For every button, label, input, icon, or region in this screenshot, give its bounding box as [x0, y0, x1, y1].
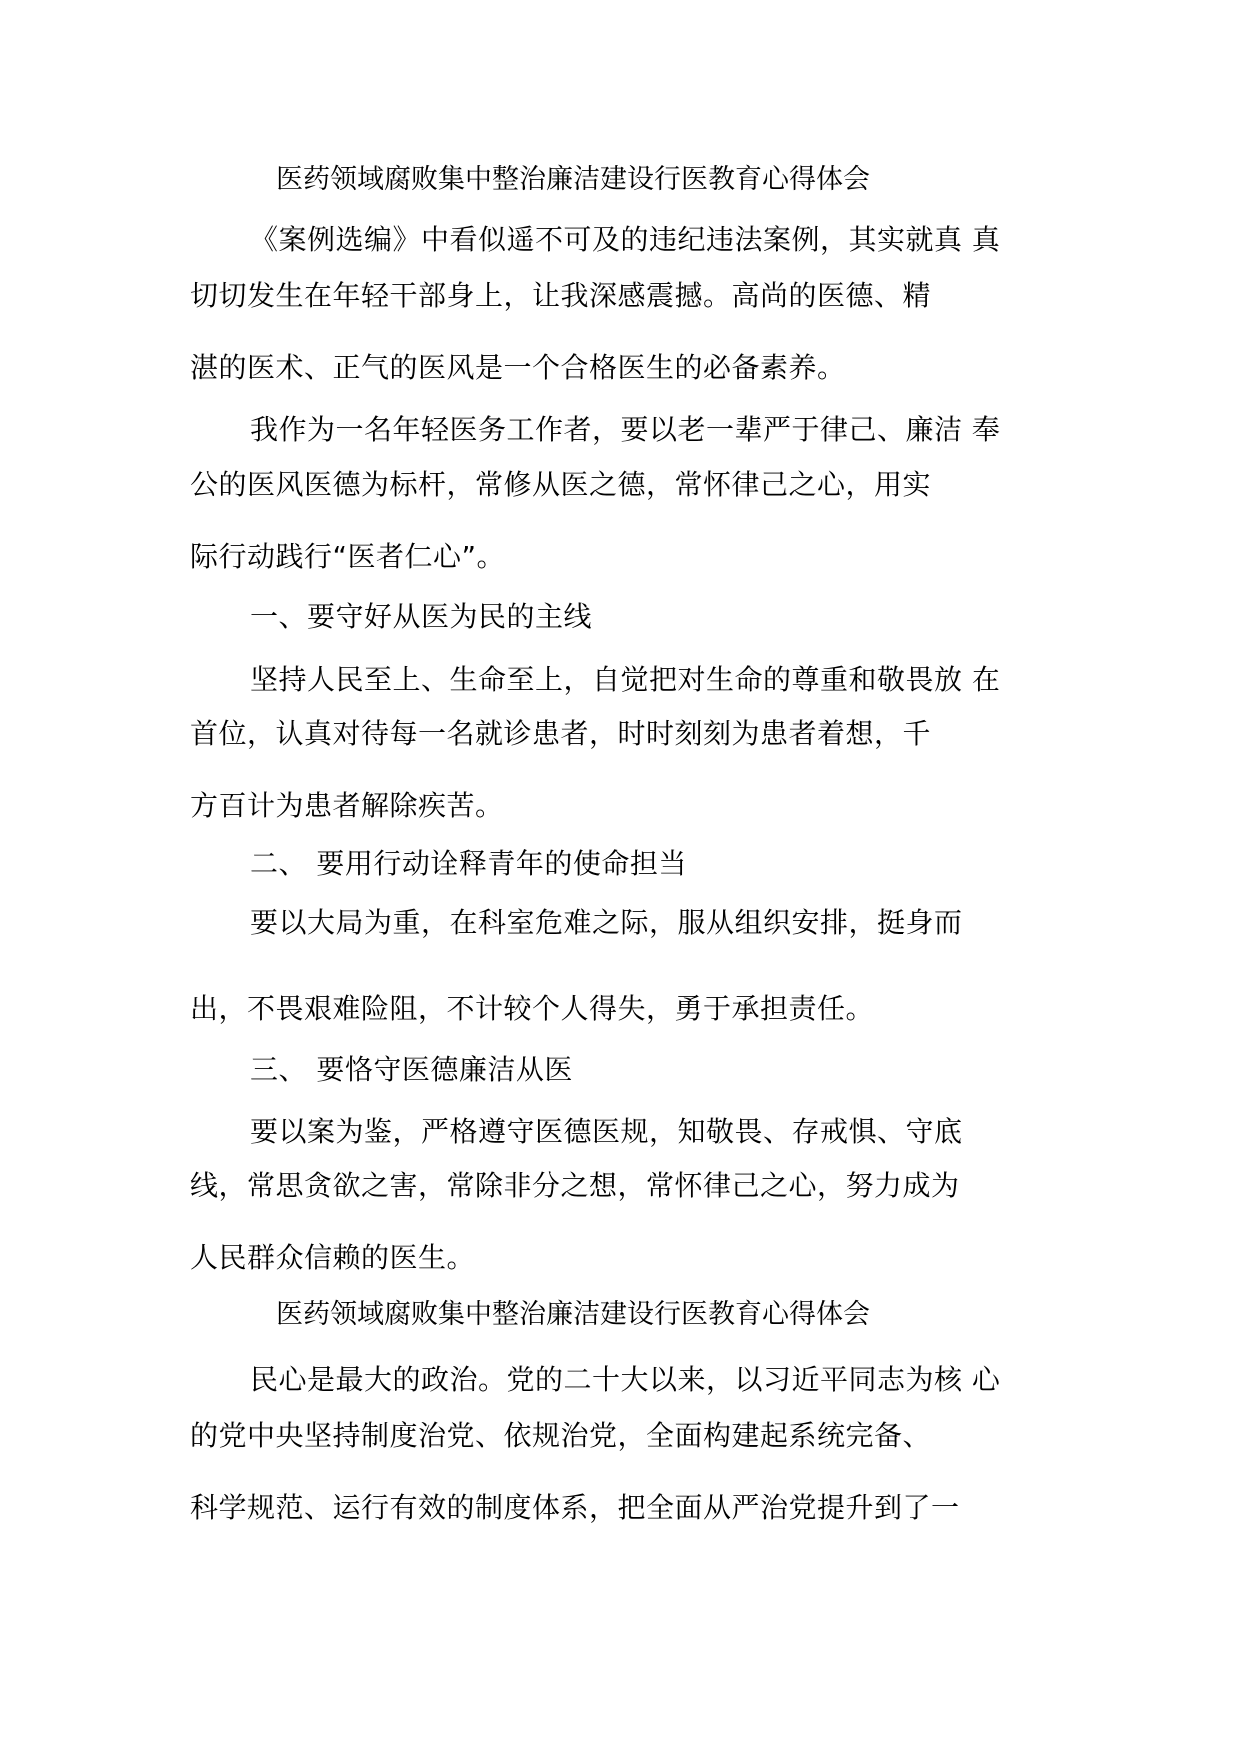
paragraph-line: 出，不畏艰难险阻，不计较个人得失，勇于承担责任。 — [190, 992, 875, 1025]
paragraph-line: 科学规范、运行有效的制度体系，把全面从严治党提升到了一 — [190, 1491, 960, 1524]
section-heading: 二、 要用行动诠释青年的使命担当 — [250, 847, 687, 880]
paragraph-line: 的党中央坚持制度治党、依规治党，全面构建起系统完备、 — [190, 1419, 932, 1452]
section-heading: 三、 要恪守医德廉洁从医 — [250, 1053, 573, 1086]
paragraph-line: 线，常思贪欲之害，常除非分之想，常怀律己之心，努力成为 — [190, 1169, 960, 1202]
paragraph-line: 我作为一名年轻医务工作者，要以老一辈严于律己、廉洁 奉 — [250, 413, 1001, 446]
paragraph-line: 方百计为患者解除疾苦。 — [190, 789, 504, 822]
paragraph-line: 要以大局为重，在科室危难之际，服从组织安排，挺身而 — [250, 906, 963, 939]
document-title-second: 医药领域腐败集中整治廉洁建设行医教育心得体会 — [276, 1299, 870, 1330]
paragraph-line: 首位，认真对待每一名就诊患者，时时刻刻为患者着想，千 — [190, 717, 932, 750]
paragraph-line: 切切发生在年轻干部身上，让我深感震撼。高尚的医德、精 — [190, 279, 932, 312]
paragraph-line: 坚持人民至上、生命至上，自觉把对生命的尊重和敬畏放 在 — [250, 663, 1001, 696]
section-heading: 一、要守好从医为民的主线 — [250, 600, 593, 633]
paragraph-line: 要以案为鉴，严格遵守医德医规，知敬畏、存戒惧、守底 — [250, 1115, 963, 1148]
document-title: 医药领域腐败集中整治廉洁建设行医教育心得体会 — [276, 164, 870, 195]
paragraph-line: 湛的医术、正气的医风是一个合格医生的必备素养。 — [190, 351, 846, 384]
paragraph-line: 际行动践行“医者仁心”。 — [190, 540, 506, 573]
paragraph-line: 《案例选编》中看似遥不可及的违纪违法案例，其实就真 真 — [250, 223, 1001, 256]
paragraph-line: 人民群众信赖的医生。 — [190, 1241, 476, 1274]
paragraph-line: 民心是最大的政治。党的二十大以来，以习近平同志为核 心 — [250, 1363, 1001, 1396]
paragraph-line: 公的医风医德为标杆，常修从医之德，常怀律己之心，用实 — [190, 468, 932, 501]
